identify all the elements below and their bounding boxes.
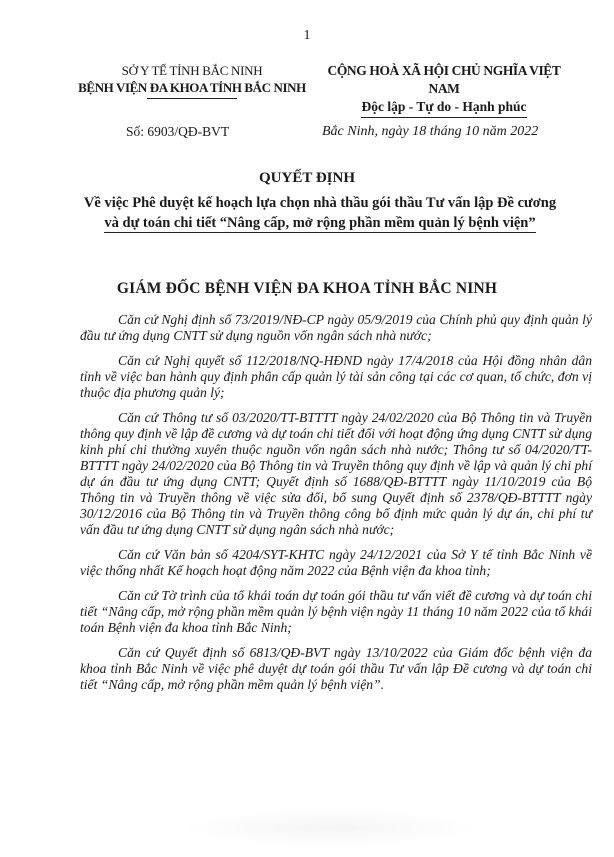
issuer-parent-agency: SỞ Y TẾ TỈNH BẮC NINH [121, 63, 263, 78]
place-date: Bắc Ninh, ngày 18 tháng 10 năm 2022 [322, 124, 539, 139]
issuer-underline [147, 98, 237, 99]
authority-heading: GIÁM ĐỐC BỆNH VIỆN ĐA KHOA TỈNH BẮC NINH [116, 280, 498, 297]
legal-basis-paragraph: Căn cứ Thông tư số 03/2020/TT-BTTTT ngày 24/02/2020 của Bộ Thông tin và Truyền thông quy định về lập đề cương và dự toán chi tiết đối với hoạt động ứng dụng CNTT sử dụng kinh phí chi thường xuyên thuộc nguồn vốn ngân sách nhà nước; Thông tư số 04/2020/TT-BTTTT ngày 24/02/2020 của Bộ Thông tin và Truyền thông quy định về lập và quản lý chi phí dự án đầu tư ứng dụng CNTT; Quyết định số 1688/QĐ-BTTTT ngày 11/10/2019 của Bộ Thông tin và Truyền thông về việc sửa đổi, bổ sung Quyết định số 2378/QĐ-BTTTT ngày 30/12/2016 của Bộ Thông tin và Truyền thông công bố định mức quản lý dự án, chi phí tư vấn đầu tư ứng dụng CNTT sử dụng ngân sách nhà nước; [80, 410, 592, 537]
subject-line-2: và dự toán chi tiết “Nâng cấp, mở rộng phần mềm quản lý bệnh viện” [104, 215, 536, 231]
legal-basis-section [80, 312, 592, 702]
issuer-block [72, 62, 312, 99]
document-number: Số: 6903/QĐ-BVT [126, 124, 230, 139]
subject-line-2-wrapper [40, 215, 600, 232]
subject-line-1: Về việc Phê duyệt kế hoạch lựa chọn nhà thầu gói thầu Tư vấn lập Đề cương [83, 195, 557, 211]
page-number: 1 [303, 28, 311, 43]
country-name: CỘNG HOÀ XÃ HỘI CHỦ NGHĨA VIỆT NAM [327, 63, 561, 96]
legal-basis-paragraph: Căn cứ Quyết định số 6813/QĐ-BVT ngày 13/10/2022 của Giám đốc bệnh viện đa khoa tỉnh Bắc Ninh về việc phê duyệt dự toán gói thầu Tư vấn lập Đề cương và dự toán chi tiết “Nâng cấp, mở rộng phần mềm quản lý bệnh viện”. [80, 645, 592, 692]
document-title: QUYẾT ĐỊNH [259, 170, 355, 186]
legal-basis-paragraph: Căn cứ Văn bản số 4204/SYT-KHTC ngày 24/12/2021 của Sở Y tế tỉnh Bắc Ninh về việc thống nhất Kế hoạch hoạt động năm 2022 của Bệnh viện đa khoa tỉnh; [80, 547, 592, 578]
faint-scan-shadow [180, 808, 480, 848]
national-motto-block [313, 62, 575, 118]
legal-basis-paragraph: Căn cứ Nghị định số 73/2019/NĐ-CP ngày 05/9/2019 của Chính phủ quy định quản lý đầu tư ứng dụng CNTT sử dụng nguồn vốn ngân sách nhà nước; [80, 312, 592, 343]
issuer-name: BỆNH VIỆN ĐA KHOA TỈNH BẮC NINH [78, 80, 306, 95]
legal-basis-paragraph: Căn cứ Nghị quyết số 112/2018/NQ-HĐND ngày 17/4/2018 của Hội đồng nhân dân tỉnh về việc ban hành quy định phân cấp quản lý tài sản công tại các cơ quan, tổ chức, đơn vị thuộc địa phương quản lý; [80, 353, 592, 400]
legal-basis-paragraph: Căn cứ Tờ trình của tổ khái toán dự toán gói thầu tư vấn viết đề cương và dự toán chi tiết “Nâng cấp, mở rộng phần mềm quản lý bệnh viện ngày 11 tháng 10 năm 2022 của tổ khái toán Bệnh viện đa khoa tỉnh Bắc Ninh; [80, 588, 592, 635]
national-motto: Độc lập - Tự do - Hạnh phúc [361, 98, 526, 118]
